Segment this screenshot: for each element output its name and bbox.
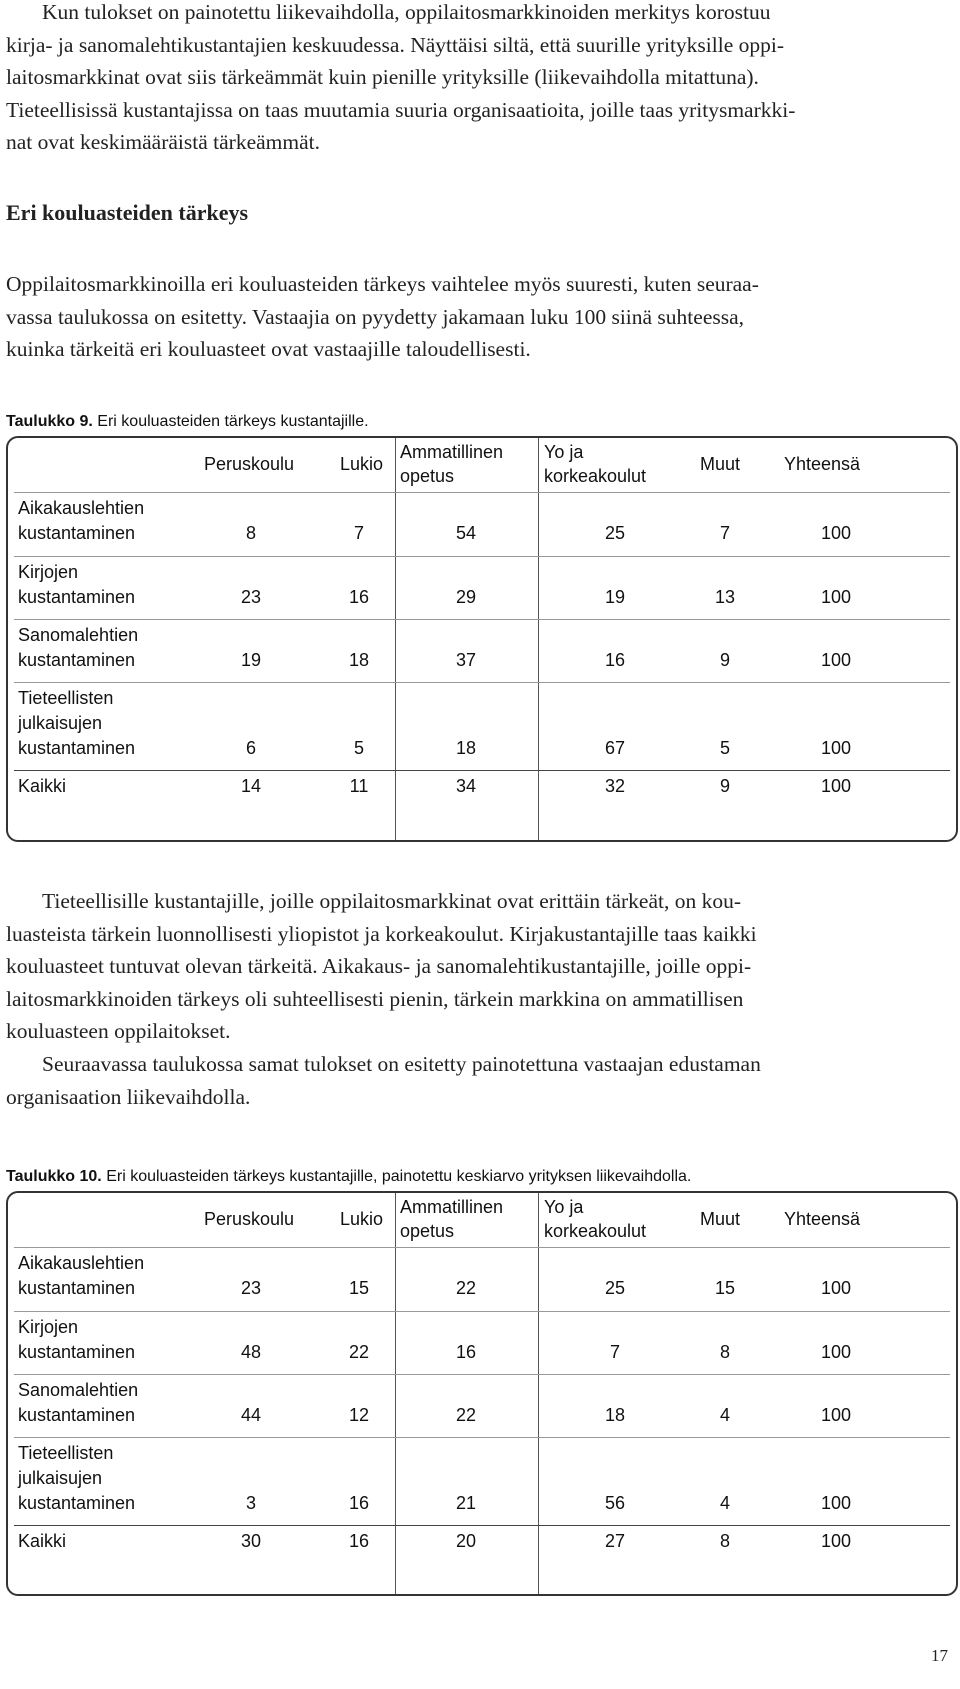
text-line: Kun tulokset on painotettu liikevaihdolla, oppilaitosmarkkinoiden merkitys korostuu: [42, 0, 771, 24]
section-paragraph: [6, 268, 916, 366]
column-header-line: korkeakoulut: [544, 466, 647, 486]
column-header-line: Yhteensä: [784, 1209, 861, 1229]
column-header-line: opetus: [400, 466, 455, 486]
row-label-line: kustantaminen: [18, 650, 136, 670]
text-line: Tieteellisille kustantajille, joille oppilaitosmarkkinat ovat erittäin tärkeät, on kou-: [42, 889, 741, 913]
text-line: luasteista tärkein luonnollisesti yliopistot ja korkeakoulut. Kirjakustantajille taas kaikki: [6, 921, 757, 946]
row-divider: [14, 1437, 950, 1438]
middle-paragraph: [6, 885, 916, 1113]
table9-caption-label: Taulukko 9.: [6, 413, 93, 430]
table10-caption-label: Taulukko 10.: [6, 1168, 102, 1185]
row-label-line: kustantaminen: [18, 523, 136, 543]
table-cell: 8: [245, 523, 256, 543]
row-divider: [14, 682, 950, 683]
row-label-line: Sanomalehtien: [18, 625, 139, 645]
text-line: kuinka tärkeitä eri kouluasteet ovat vastaajille taloudellisesti.: [6, 337, 531, 362]
text-line: laitosmarkkinat ovat siis tärkeämmät kuin pienille yrityksille (liikevaihdolla mitattuna).: [6, 65, 759, 90]
row-label-line: julkaisujen: [18, 1468, 103, 1488]
column-header-line: Ammatillinen: [400, 1197, 504, 1217]
column-header: [544, 440, 646, 488]
table-cell: 19: [604, 587, 626, 607]
table-cell: 16: [348, 1493, 370, 1513]
row-divider: [14, 556, 950, 557]
column-header: [204, 452, 294, 476]
row-divider: [14, 492, 950, 493]
row-label-line: kustantaminen: [18, 1493, 136, 1513]
row-divider: [14, 1525, 950, 1526]
column-header-line: Ammatillinen: [400, 442, 504, 462]
row-label-line: kustantaminen: [18, 587, 136, 607]
table-cell: 34: [455, 776, 477, 796]
column-header: [204, 1207, 294, 1231]
row-label-line: kustantaminen: [18, 738, 136, 758]
table-cell: 29: [455, 587, 477, 607]
row-label: [18, 1378, 138, 1428]
table-cell: 32: [604, 776, 626, 796]
table-cell: 18: [348, 650, 370, 670]
table-cell: 16: [455, 1342, 477, 1362]
table-cell: 25: [604, 523, 626, 543]
table-cell: 11: [349, 776, 369, 796]
text-line: kouluasteet tuntuvat olevan tärkeitä. Aikakaus- ja sanomalehtikustantajille, joille oppi-: [6, 954, 752, 979]
table-cell: 19: [240, 650, 262, 670]
table-cell: 27: [604, 1531, 626, 1551]
table-cell: 5: [353, 738, 364, 758]
row-label: [18, 496, 144, 546]
table-cell: 100: [820, 1531, 852, 1551]
column-header-line: Muut: [700, 1209, 741, 1229]
table-cell: 22: [455, 1405, 477, 1425]
table-cell: 13: [714, 587, 736, 607]
table-cell: 18: [604, 1405, 626, 1425]
row-label-line: Aikakauslehtien: [18, 1253, 145, 1273]
table-cell: 37: [455, 650, 477, 670]
text-line: Tieteellisissä kustantajissa on taas muutamia suuria organisaatioita, joille taas yritysmarkki-: [6, 97, 796, 122]
table-cell: 7: [353, 523, 364, 543]
row-label-line: Tieteellisten: [18, 1443, 114, 1463]
table-cell: 100: [820, 776, 852, 796]
table-cell: 9: [719, 650, 730, 670]
row-label-line: Kirjojen: [18, 1317, 79, 1337]
column-header-line: Peruskoulu: [204, 454, 295, 474]
table-cell: 8: [719, 1342, 730, 1362]
row-label: [18, 1315, 135, 1365]
table-cell: 16: [348, 587, 370, 607]
table-cell: 100: [820, 1493, 852, 1513]
column-header-line: Yo ja: [544, 442, 584, 462]
table-cell: 20: [455, 1531, 477, 1551]
table-cell: 56: [604, 1493, 626, 1513]
row-label-line: Tieteellisten: [18, 688, 114, 708]
text-line: kouluasteen oppilaitokset.: [6, 1019, 231, 1044]
table-cell: 16: [348, 1531, 370, 1551]
row-label-line: Aikakauslehtien: [18, 498, 145, 518]
row-label: [18, 1251, 144, 1301]
table-cell: 100: [820, 1342, 852, 1362]
page-number: 17: [931, 1646, 948, 1665]
column-header-line: Muut: [700, 454, 741, 474]
table10: [6, 1191, 958, 1596]
table-cell: 67: [604, 738, 626, 758]
column-divider: [538, 1193, 539, 1594]
table-cell: 15: [348, 1278, 370, 1298]
row-label: [18, 560, 135, 610]
table-cell: 100: [820, 738, 852, 758]
table-cell: 22: [455, 1278, 477, 1298]
text-line: Oppilaitosmarkkinoilla eri kouluasteiden tärkeys vaihtelee myös suuresti, kuten seuraa-: [6, 272, 759, 296]
table-cell: 18: [455, 738, 477, 758]
column-header: [544, 1195, 646, 1243]
row-label-line: Kaikki: [18, 1531, 67, 1551]
table-cell: 100: [820, 1405, 852, 1425]
text-line: nat ovat keskimääräistä tärkeämmät.: [6, 130, 321, 155]
table-cell: 100: [820, 1278, 852, 1298]
table-cell: 21: [455, 1493, 477, 1513]
text-line: laitosmarkkinoiden tärkeys oli suhteellisesti pienin, tärkein markkina on ammatillisen: [6, 986, 744, 1011]
table-cell: 22: [348, 1342, 370, 1362]
table-cell: 48: [240, 1342, 262, 1362]
table9-caption: [6, 413, 369, 431]
text-line: kirja- ja sanomalehtikustantajien keskuudessa. Näyttäisi siltä, että suurille yrityksille oppi-: [6, 32, 784, 57]
column-header-line: Lukio: [340, 454, 384, 474]
table9-caption-text: Eri kouluasteiden tärkeys kustantajille.: [97, 413, 369, 430]
table-cell: 14: [240, 776, 262, 796]
column-header: [340, 452, 383, 476]
column-header-line: Lukio: [340, 1209, 384, 1229]
row-divider: [14, 1311, 950, 1312]
column-header: [340, 1207, 383, 1231]
table-cell: 15: [714, 1278, 736, 1298]
table-cell: 3: [245, 1493, 256, 1513]
table-cell: 4: [719, 1405, 730, 1425]
table-cell: 100: [820, 587, 852, 607]
table-cell: 8: [719, 1531, 730, 1551]
table-cell: 12: [348, 1405, 370, 1425]
row-divider: [14, 1374, 950, 1375]
column-header: [700, 452, 740, 476]
text-line: vassa taulukossa on esitetty. Vastaajia on pyydetty jakamaan luku 100 siinä suhteessa,: [6, 304, 745, 329]
row-label: [18, 686, 135, 761]
table-cell: 100: [820, 523, 852, 543]
intro-paragraph: [6, 0, 916, 159]
table-cell: 100: [820, 650, 852, 670]
column-header: [784, 1207, 860, 1231]
table-cell: 23: [240, 587, 262, 607]
text-line: Seuraavassa taulukossa samat tulokset on esitetty painotettuna vastaajan edustaman: [42, 1051, 761, 1076]
table-cell: 44: [240, 1405, 262, 1425]
row-label-line: Sanomalehtien: [18, 1380, 139, 1400]
table-cell: 23: [240, 1278, 262, 1298]
table-cell: 6: [245, 738, 256, 758]
column-header-line: opetus: [400, 1221, 455, 1241]
row-label: [18, 623, 138, 673]
section-heading: Eri kouluasteiden tärkeys: [6, 200, 249, 225]
table10-caption-text: Eri kouluasteiden tärkeys kustantajille, painotettu keskiarvo yrityksen liikevaihdolla.: [106, 1168, 692, 1185]
column-divider: [538, 438, 539, 840]
row-divider: [14, 770, 950, 771]
column-header-line: Yo ja: [544, 1197, 584, 1217]
text-line: organisaation liikevaihdolla.: [6, 1084, 251, 1109]
row-label-line: Kaikki: [18, 776, 67, 796]
table9: [6, 436, 958, 842]
column-header-line: korkeakoulut: [544, 1221, 647, 1241]
column-header: [700, 1207, 740, 1231]
table-cell: 7: [609, 1342, 620, 1362]
table-cell: 7: [719, 523, 730, 543]
row-label: [18, 1529, 66, 1554]
column-header: [784, 452, 860, 476]
table-cell: 9: [719, 776, 730, 796]
row-label: [18, 1441, 135, 1516]
table-cell: 54: [455, 523, 477, 543]
row-label: [18, 774, 66, 799]
row-divider: [14, 619, 950, 620]
table10-caption: [6, 1168, 691, 1186]
table-cell: 5: [719, 738, 730, 758]
row-label-line: julkaisujen: [18, 713, 103, 733]
row-label-line: kustantaminen: [18, 1342, 136, 1362]
table-cell: 4: [719, 1493, 730, 1513]
column-header: [400, 440, 503, 488]
column-header-line: Peruskoulu: [204, 1209, 295, 1229]
row-label-line: Kirjojen: [18, 562, 79, 582]
row-label-line: kustantaminen: [18, 1405, 136, 1425]
row-label-line: kustantaminen: [18, 1278, 136, 1298]
table-cell: 25: [604, 1278, 626, 1298]
row-divider: [14, 1247, 950, 1248]
table-cell: 16: [604, 650, 626, 670]
column-header-line: Yhteensä: [784, 454, 861, 474]
column-header: [400, 1195, 503, 1243]
table-cell: 30: [240, 1531, 262, 1551]
